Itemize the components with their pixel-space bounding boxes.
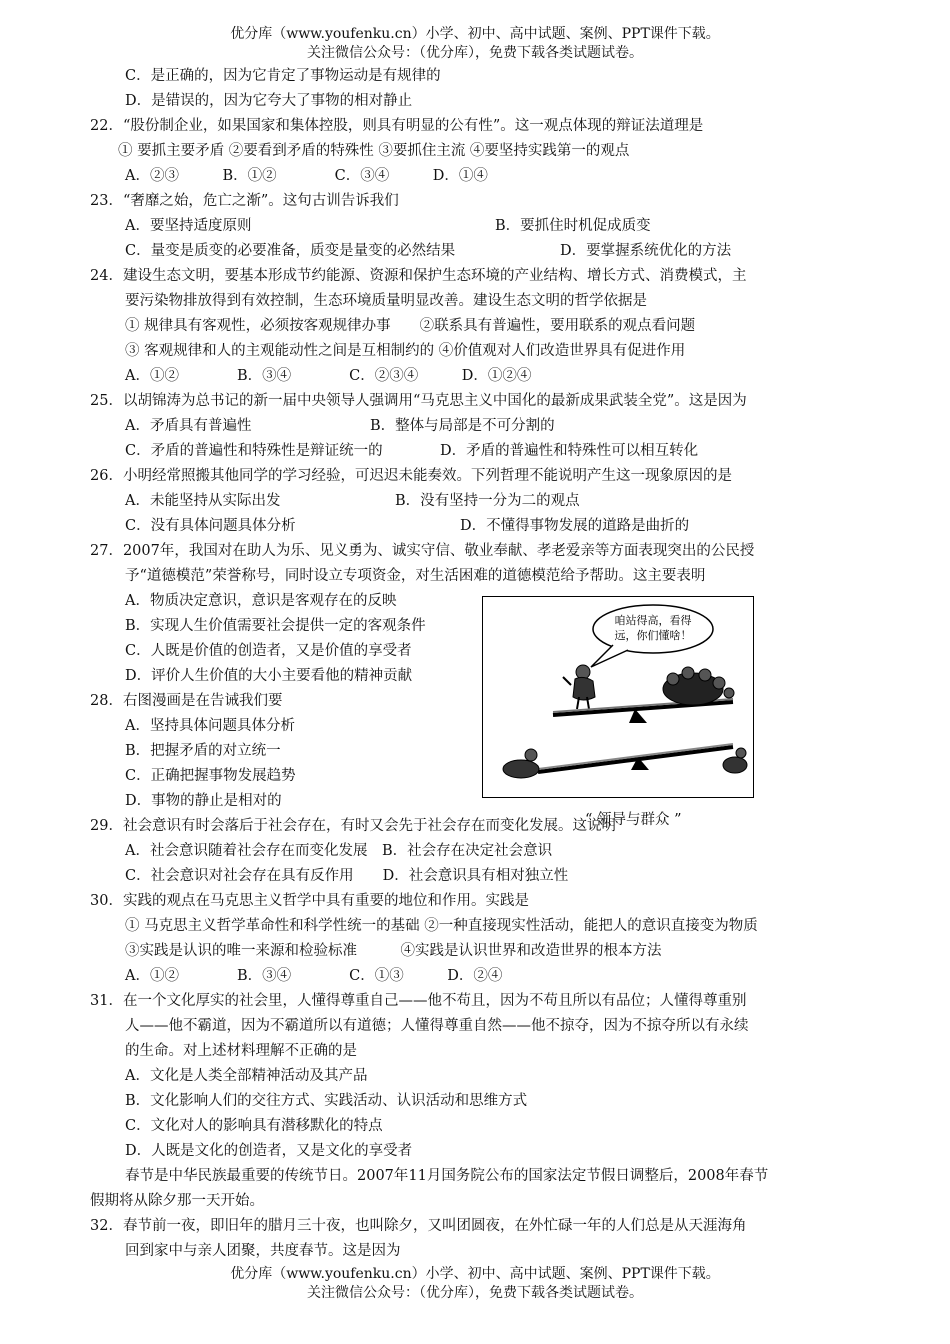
cartoon-caption: “ 领导与群众 ” xyxy=(585,812,682,828)
q29-options-ab: A．社会意识随着社会存在而变化发展 B．社会存在决定社会意识 xyxy=(125,843,553,859)
q26-option-c: C．没有具体问题具体分析 xyxy=(125,518,296,534)
q21-option-d: D．是错误的，因为它夸大了事物的相对静止 xyxy=(125,93,413,109)
q31-stem-2: 人——他不霸道，因为不霸道所以有道德；人懂得尊重自然——他不掠夺，因为不掠夺所以有永续 xyxy=(125,1018,749,1034)
page-footer xyxy=(0,1265,950,1303)
q29-stem: 29．社会意识有时会落后于社会存在，有时又会先于社会存在而变化发展。这说明 xyxy=(90,818,616,834)
q24-stem-2: 要污染物排放得到有效控制，生态环境质量明显改善。建设生态文明的哲学依据是 xyxy=(125,293,647,309)
q30-options: A．①② B．③④ C．①③ D．②④ xyxy=(125,968,503,984)
q30-stem: 30．实践的观点在马克思主义哲学中具有重要的地位和作用。实践是 xyxy=(90,893,529,909)
q26-option-d: D．不懂得事物发展的道路是曲折的 xyxy=(460,518,690,534)
q26-option-a: A．未能坚持从实际出发 xyxy=(125,493,281,509)
q31-option-b: B．文化影响人们的交往方式、实践活动、认识活动和思维方式 xyxy=(125,1093,528,1109)
q27-option-d: D．评价人生价值的大小主要看他的精神贡献 xyxy=(125,668,413,684)
material-line-1: 春节是中华民族最重要的传统节日。2007年11月国务院公布的国家法定节假日调整后，2008年春节 xyxy=(125,1168,769,1184)
q22-stem: 22．“股份制企业，如果国家和集体控股，则具有明显的公有性”。这一观点体现的辩证法道理是 xyxy=(90,118,704,134)
q23-option-b: B．要抓住时机促成质变 xyxy=(495,218,651,234)
q28-option-a: A．坚持具体问题具体分析 xyxy=(125,718,295,734)
q30-statements-1: ① 马克思主义哲学革命性和科学性统一的基础 ②一种直接现实性活动，能把人的意识直接变为物质 xyxy=(125,918,758,934)
q31-option-d: D．人既是文化的创造者，又是文化的享受者 xyxy=(125,1143,413,1159)
q24-stem-1: 24．建设生态文明，要基本形成节约能源、资源和保护生态环境的产业结构、增长方式、消费模式，主 xyxy=(90,268,747,284)
q29-options-cd: C．社会意识对社会存在具有反作用 D．社会意识具有相对独立性 xyxy=(125,868,569,884)
material-line-2: 假期将从除夕那一天开始。 xyxy=(90,1193,264,1209)
cartoon-image xyxy=(482,596,754,798)
q26-option-b: B．没有坚持一分为二的观点 xyxy=(395,493,580,509)
q25-option-d: D．矛盾的普遍性和特殊性可以相互转化 xyxy=(440,443,699,459)
q28-option-b: B．把握矛盾的对立统一 xyxy=(125,743,281,759)
q24-statements-2: ③ 客观规律和人的主观能动性之间是互相制约的 ④价值观对人们改造世界具有促进作用 xyxy=(125,343,686,359)
q25-option-c: C．矛盾的普遍性和特殊性是辩证统一的 xyxy=(125,443,383,459)
q22-options: A．②③ B．①② C．③④ D．①④ xyxy=(125,168,488,184)
footer-line-2: 关注微信公众号：（优分库），免费下载各类试题试卷。 xyxy=(307,1285,643,1301)
q31-stem-1: 31．在一个文化厚实的社会里，人懂得尊重自己——他不苟且，因为不苟且所以有品位；人懂得尊重别 xyxy=(90,993,747,1009)
q28-option-c: C．正确把握事物发展趋势 xyxy=(125,768,296,784)
q30-statements-2: ③实践是认识的唯一来源和检验标准 ④实践是认识世界和改造世界的根本方法 xyxy=(125,943,662,959)
q22-statements: ① 要抓主要矛盾 ②要看到矛盾的特殊性 ③要抓住主流 ④要坚持实践第一的观点 xyxy=(118,143,630,159)
page-header xyxy=(0,25,950,63)
leader-figure xyxy=(563,665,595,709)
speech-bubble-tail xyxy=(591,645,628,667)
q23-option-c: C．量变是质变的必要准备，质变是量变的必然结果 xyxy=(125,243,456,259)
q32-stem-1: 32．春节前一夜，即旧年的腊月三十夜，也叫除夕，又叫团圆夜，在外忙碌一年的人们总是从天涯海角 xyxy=(90,1218,747,1234)
q31-stem-3: 的生命。对上述材料理解不正确的是 xyxy=(125,1043,357,1059)
q25-option-a: A．矛盾具有普遍性 xyxy=(125,418,252,434)
q27-stem-1: 27．2007年，我国对在助人为乐、见义勇为、诚实守信、敬业奉献、孝老爱亲等方面表现突出的公民授 xyxy=(90,543,755,559)
q24-statements-1: ① 规律具有客观性，必须按客观规律办事 ②联系具有普遍性，要用联系的观点看问题 xyxy=(125,318,696,334)
q27-stem-2: 予“道德模范”荣誉称号，同时设立专项资金，对生活困难的道德模范给予帮助。这主要表明 xyxy=(125,568,706,584)
q25-stem: 25．以胡锦涛为总书记的新一届中央领导人强调用“马克思主义中国化的最新成果武装全党”。这是因为 xyxy=(90,393,747,409)
q31-option-c: C．文化对人的影响具有潜移默化的特点 xyxy=(125,1118,383,1134)
q25-option-b: B．整体与局部是不可分割的 xyxy=(370,418,555,434)
q21-option-c: C．是正确的，因为它肯定了事物运动是有规律的 xyxy=(125,68,441,84)
q27-option-b: B．实现人生价值需要社会提供一定的客观条件 xyxy=(125,618,426,634)
q32-stem-2: 回到家中与亲人团聚，共度春节。这是因为 xyxy=(125,1243,401,1259)
q24-options: A．①② B．③④ C．②③④ D．①②④ xyxy=(125,368,532,384)
lower-crowd xyxy=(503,749,539,778)
q23-option-d: D．要掌握系统优化的方法 xyxy=(560,243,732,259)
q27-option-c: C．人既是价值的创造者，又是价值的享受者 xyxy=(125,643,412,659)
q27-option-a: A．物质决定意识，意识是客观存在的反映 xyxy=(125,593,397,609)
footer-line-1: 优分库（www.youfenku.cn）小学、初中、高中试题、案例、PPT课件下载。 xyxy=(230,1266,720,1282)
q31-option-a: A．文化是人类全部精神活动及其产品 xyxy=(125,1068,368,1084)
header-line-1: 优分库（www.youfenku.cn）小学、初中、高中试题、案例、PPT课件下载。 xyxy=(230,26,720,42)
lower-right-crowd xyxy=(723,748,747,773)
q23-stem: 23．“奢靡之始，危亡之渐”。这句古训告诉我们 xyxy=(90,193,399,209)
q28-option-d: D．事物的静止是相对的 xyxy=(125,793,282,809)
speech-line-2: 远，你们懂啥！ xyxy=(614,629,692,642)
q26-stem: 26．小明经常照搬其他同学的学习经验，可迟迟未能奏效。下列哲理不能说明产生这一现象原因的是 xyxy=(90,468,732,484)
q28-stem: 28．右图漫画是在告诫我们要 xyxy=(90,693,283,709)
header-line-2: 关注微信公众号：（优分库），免费下载各类试题试卷。 xyxy=(307,45,643,61)
speech-line-1: 咱站得高，看得 xyxy=(614,614,692,627)
cartoon-drawing xyxy=(483,597,752,796)
q23-option-a: A．要坚持适度原则 xyxy=(125,218,252,234)
